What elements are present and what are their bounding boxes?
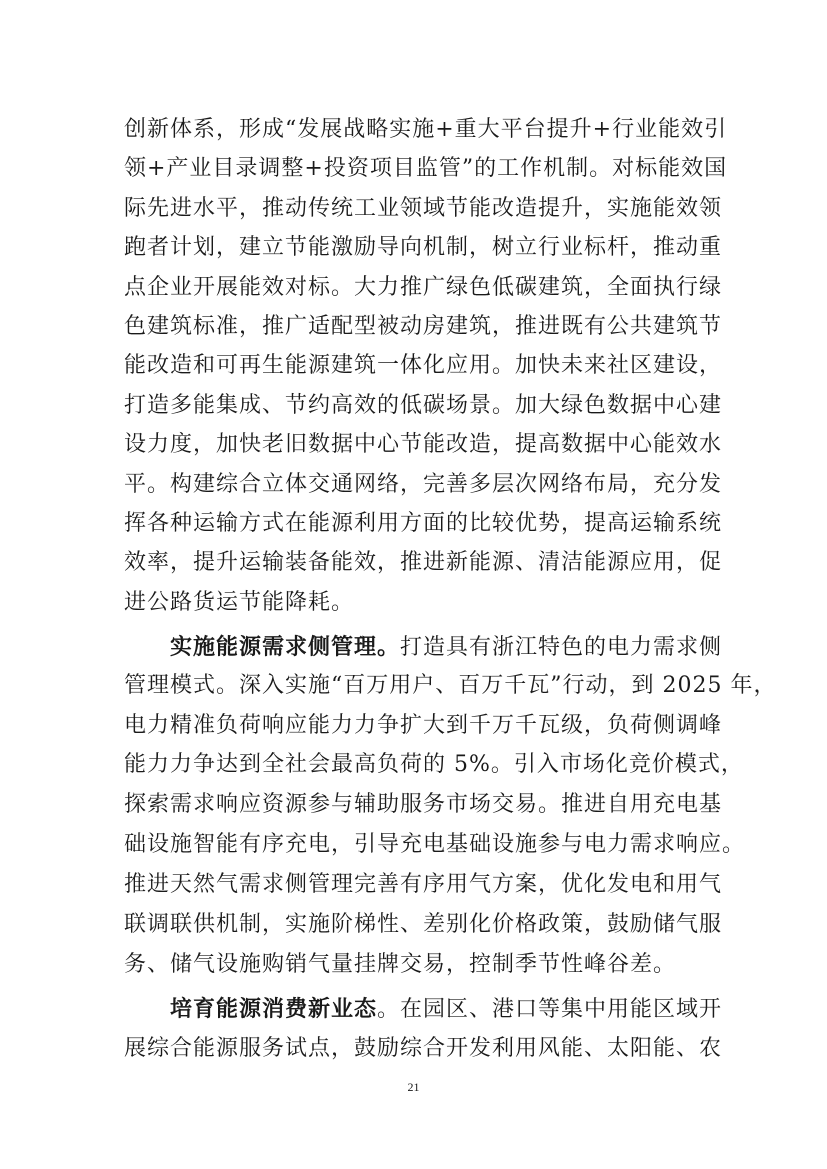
paragraph-heading: 培育能源消费新业态 [170,996,378,1022]
body-text-line: 管理模式。深入实施“百万用户、百万千瓦”行动，到 2025 年， [124,673,777,698]
body-text-line: 效率，提升运输装备能效，推进新能源、清洁能源应用，促 [124,550,723,575]
body-text-line: 进公路货运节能降耗。 [124,590,355,615]
body-text-line: 础设施智能有序充电，引导充电基础设施参与电力需求响应。 [124,832,746,857]
paragraph-first-line [170,632,723,662]
body-text-line: 色建筑标准，推广适配型被动房建筑，推进既有公共建筑节 [124,314,723,339]
body-text-line: 电力精准负荷响应能力力争扩大到千万千瓦级，负荷侧调峰 [124,713,723,738]
body-text: 。在园区、港口等集中用能区域开 [377,997,723,1022]
body-text-line: 际先进水平，推动传统工业领域节能改造提升，实施能效领 [124,196,723,221]
body-text-line: 设力度，加快老旧数据中心节能改造，提高数据中心能效水 [124,432,723,457]
body-text-line: 挥各种运输方式在能源利用方面的比较优势，提高运输系统 [124,511,723,536]
body-text-line: 跑者计划，建立节能激励导向机制，树立行业标杆，推动重 [124,235,723,260]
body-text-line: 推进天然气需求侧管理完善有序用气方案，优化发电和用气 [124,872,723,897]
paragraph-first-line [170,994,723,1024]
body-text-line: 务、储气设施购销气量挂牌交易，控制季节性峰谷差。 [124,952,677,977]
body-text-line: 展综合能源服务试点，鼓励综合开发利用风能、太阳能、农 [124,1036,723,1061]
body-text-line: 领+产业目录调整+投资项目监管”的工作机制。对标能效国 [124,156,728,181]
body-text-line: 平。构建综合立体交通网络，完善多层次网络布局，充分发 [124,472,723,497]
body-text-line: 打造多能集成、节约高效的低碳场景。加大绿色数据中心建 [124,393,723,418]
body-text-line: 能力力争达到全社会最高负荷的 5%。引入市场化竞价模式， [124,752,744,777]
body-text-line: 能改造和可再生能源建筑一体化应用。加快未来社区建设， [124,353,723,378]
body-text-line: 点企业开展能效对标。大力推广绿色低碳建筑，全面执行绿 [124,275,723,300]
body-text: 打造具有浙江特色的电力需求侧 [400,635,723,660]
body-text-line: 创新体系，形成“发展战略实施+重大平台提升+行业能效引 [124,117,728,142]
paragraph-heading: 实施能源需求侧管理。 [170,634,401,660]
page-number: 21 [407,1080,420,1094]
body-text-line: 探索需求响应资源参与辅助服务市场交易。推进自用充电基 [124,792,723,817]
body-text-line: 联调联供机制，实施阶梯性、差别化价格政策，鼓励储气服 [124,912,723,937]
